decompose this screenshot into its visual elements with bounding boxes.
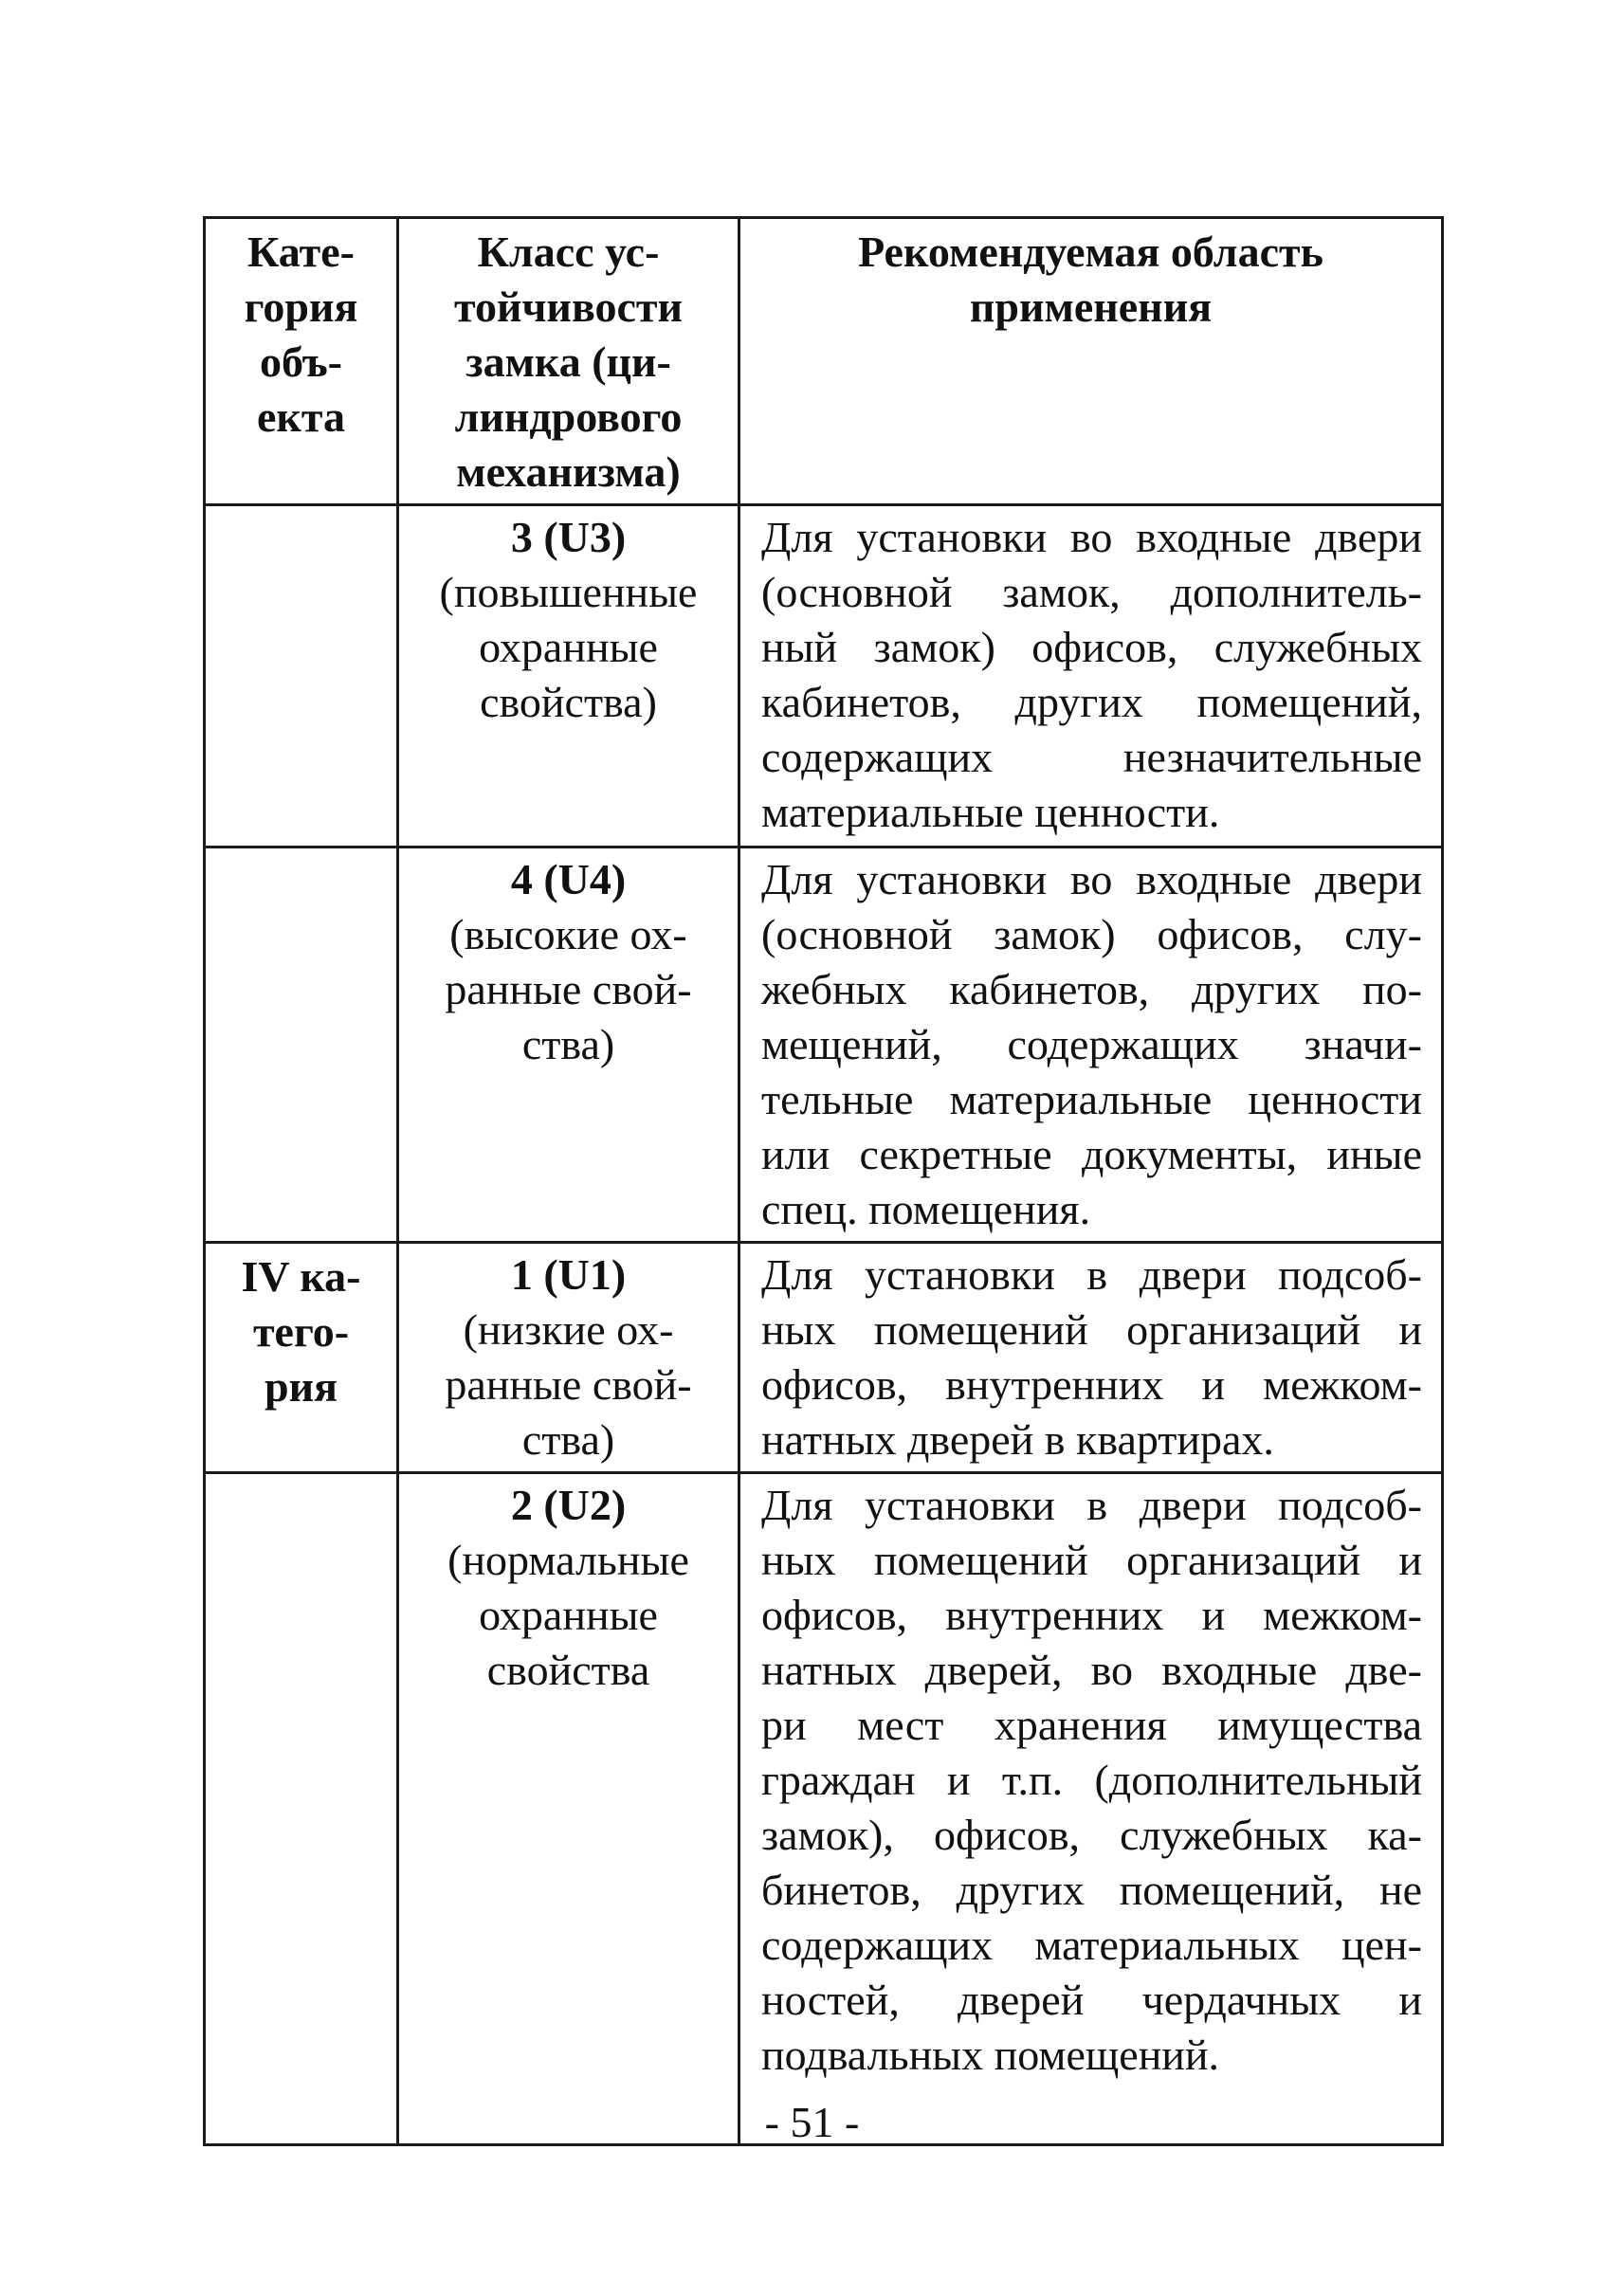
application-text-line: (основной замок) офисов, слу- xyxy=(761,910,1422,958)
application-text-line: замок), офисов, служебных ка- xyxy=(761,1811,1422,1859)
application-cell xyxy=(739,1243,1443,1473)
application-text-line: ностей, дверей чердачных и xyxy=(761,1976,1422,2024)
application-text-line: содержащих незначительные xyxy=(761,733,1422,781)
application-text-line: жебных кабинетов, других по- xyxy=(761,965,1422,1013)
application-text-line: материальные ценности. xyxy=(761,788,1220,836)
lock-class-code: 4 (U4) xyxy=(510,855,627,903)
application-text-line: ных помещений организаций и xyxy=(761,1305,1422,1354)
table-header-row xyxy=(205,218,1443,505)
category-cell xyxy=(205,505,398,847)
table-row xyxy=(205,847,1443,1243)
application-text-line: содержащих материальных цен- xyxy=(761,1921,1422,1969)
application-text-line: бинетов, других помещений, не xyxy=(761,1866,1422,1914)
header-application: Рекомендуемая область применения xyxy=(739,218,1443,505)
lock-class-code: 1 (U1) xyxy=(510,1250,627,1299)
application-cell xyxy=(739,1473,1443,2145)
application-text-line: ных помещений организаций и xyxy=(761,1536,1422,1584)
application-text-line: натных дверей, во входные две- xyxy=(761,1646,1422,1694)
lock-class-cell xyxy=(398,505,739,847)
table-row xyxy=(205,1473,1443,2145)
application-text-line: граждан и т.п. (дополнительный xyxy=(761,1756,1422,1804)
lock-class-description: (нормальные охранные свойства xyxy=(447,1536,689,1694)
lock-class-description: (повышенные охранные свойства) xyxy=(439,568,698,726)
application-text-line: (основной замок, дополнитель- xyxy=(761,568,1422,616)
application-text-line: спец. помещения. xyxy=(761,1185,1091,1233)
application-text-line: подвальных помещений. xyxy=(761,2031,1220,2079)
category-cell xyxy=(205,1473,398,2145)
lock-class-code: 3 (U3) xyxy=(510,513,627,561)
category-cell: IV ка- тего- рия xyxy=(205,1243,398,1473)
application-text-line: офисов, внутренних и межком- xyxy=(761,1360,1422,1409)
lock-class-code: 2 (U2) xyxy=(510,1481,627,1529)
application-text-line: Для установки в двери подсоб- xyxy=(761,1481,1422,1529)
application-text-line: Для установки в двери подсоб- xyxy=(761,1250,1422,1299)
application-text-line: натных дверей в квартирах. xyxy=(761,1415,1274,1464)
lock-class-cell xyxy=(398,1243,739,1473)
category-cell xyxy=(205,847,398,1243)
application-text-line: Для установки во входные двери xyxy=(761,855,1422,903)
lock-class-description: (низкие ох- ранные свой- ства) xyxy=(445,1305,692,1464)
table-row xyxy=(205,1243,1443,1473)
lock-class-cell xyxy=(398,1473,739,2145)
header-category: Кате- гория объ- екта xyxy=(205,218,398,505)
application-text-line: мещений, содержащих значи- xyxy=(761,1020,1422,1068)
application-cell xyxy=(739,847,1443,1243)
application-text-line: или секретные документы, иные xyxy=(761,1130,1422,1178)
application-text-line: Для установки во входные двери xyxy=(761,513,1422,561)
application-text-line: кабинетов, других помещений, xyxy=(761,678,1422,726)
application-text-line: тельные материальные ценности xyxy=(761,1075,1422,1123)
page-number: - 51 - xyxy=(764,2098,860,2146)
application-text-line: ри мест хранения имущества xyxy=(761,1701,1422,1749)
lock-class-cell xyxy=(398,847,739,1243)
lock-class-description: (высокие ох- ранные свой- ства) xyxy=(445,910,692,1068)
header-lock-class: Класс ус- тойчивости замка (ци- линдрового механизма) xyxy=(398,218,739,505)
locks-table xyxy=(203,216,1444,2146)
application-text-line: офисов, внутренних и межком- xyxy=(761,1591,1422,1639)
table-row xyxy=(205,505,1443,847)
application-cell xyxy=(739,505,1443,847)
application-text-line: ный замок) офисов, служебных xyxy=(761,623,1422,671)
